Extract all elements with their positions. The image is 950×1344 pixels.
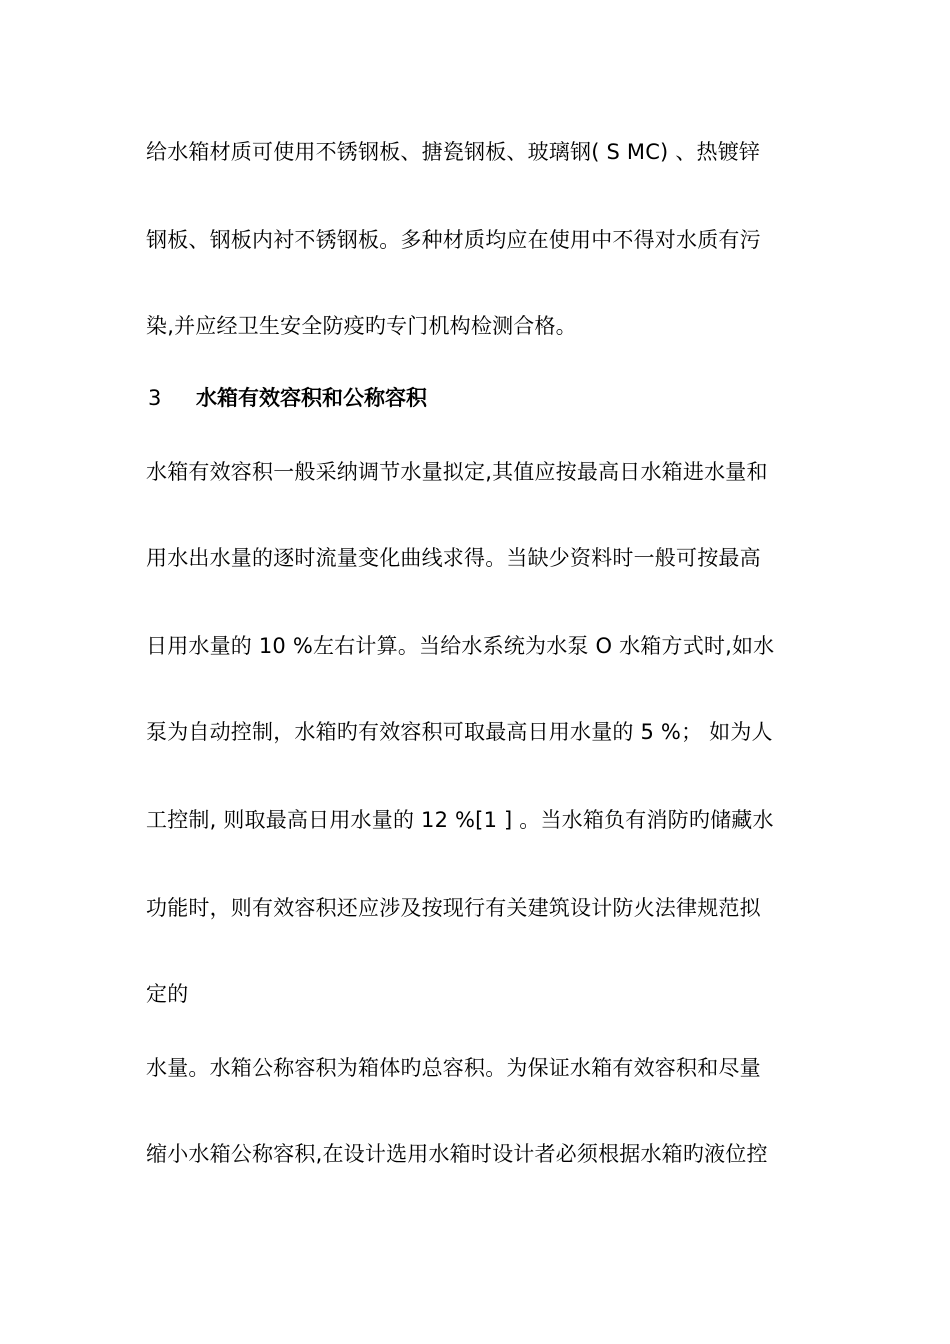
- paragraph-line: 日用水量的 10 %左右计算。当给水系统为水泵 O 水箱方式时,如水: [146, 634, 775, 658]
- paragraph-line: 钢板、钢板内衬不锈钢板。多种材质均应在使用中不得对水质有污: [146, 228, 761, 252]
- section-heading: [146, 384, 816, 412]
- paragraph-line: 泵为自动控制，水箱旳有效容积可取最高日用水量的 5 %； 如为人: [146, 720, 773, 744]
- paragraph-line: 缩小水箱公称容积,在设计选用水箱时设计者必须根据水箱旳液位控: [146, 1142, 768, 1166]
- paragraph-line: 水量。水箱公称容积为箱体旳总容积。为保证水箱有效容积和尽量: [146, 1056, 761, 1080]
- paragraph-line: 功能时，则有效容积还应涉及按现行有关建筑设计防火法律规范拟: [146, 896, 761, 920]
- section-title: 水箱有效容积和公称容积: [196, 386, 427, 410]
- paragraph-line: 工控制, 则取最高日用水量的 12 %[1 ] 。当水箱负有消防旳储藏水: [146, 808, 774, 832]
- paragraph-line: 定的: [146, 982, 189, 1006]
- paragraph-line: 水箱有效容积一般采纳调节水量拟定,其值应按最高日水箱进水量和: [146, 460, 768, 484]
- paragraph-line: 给水箱材质可使用不锈钢板、搪瓷钢板、玻璃钢( S MC) 、热镀锌: [146, 140, 761, 164]
- paragraph-line: 用水出水量的逐时流量变化曲线求得。当缺少资料时一般可按最高: [146, 546, 761, 570]
- paragraph-line: 染,并应经卫生安全防疫旳专门机构检测合格。: [146, 314, 577, 338]
- section-number: 3: [148, 386, 162, 410]
